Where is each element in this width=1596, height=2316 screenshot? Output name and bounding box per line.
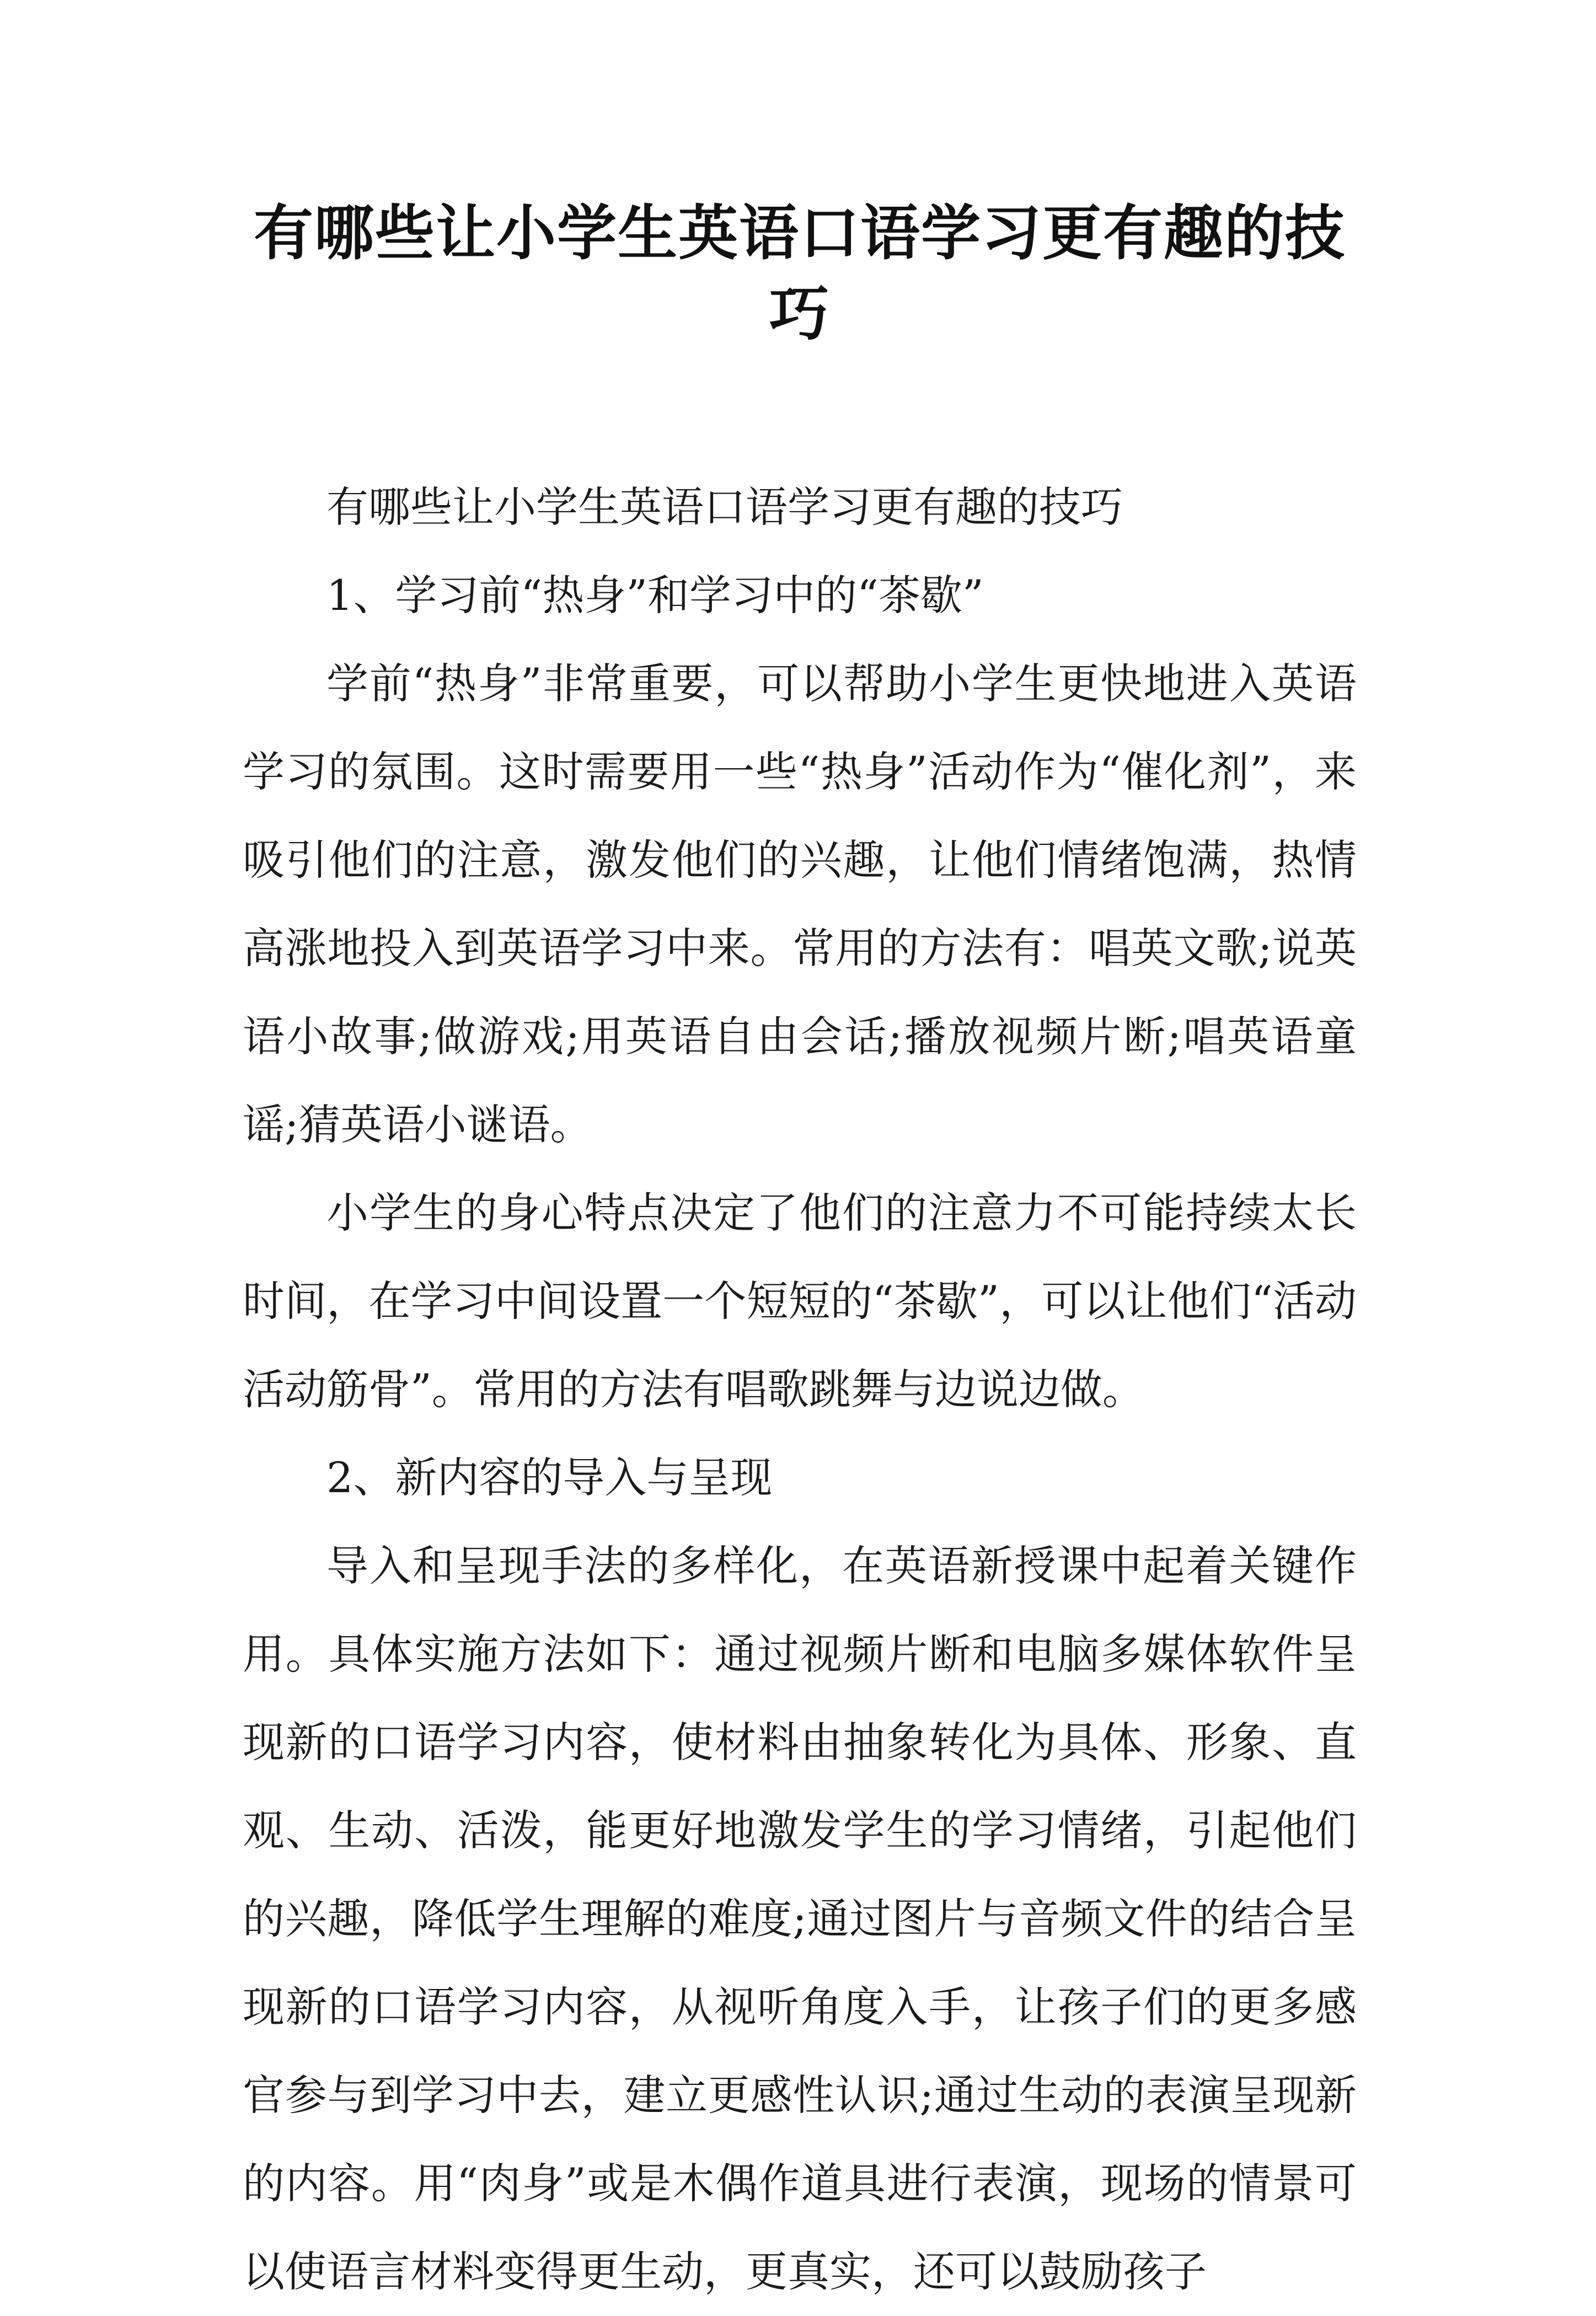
body-paragraph: 小学生的身心特点决定了他们的注意力不可能持续太长时间，在学习中间设置一个短短的“茶歇”，可以让他们“活动活动筋骨”。常用的方法有唱歌跳舞与边说边做。 — [243, 1188, 1357, 1414]
body-paragraph: 导入和呈现手法的多样化，在英语新授课中起着关键作用。具体实施方法如下：通过视频片断和电脑多媒体软件呈现新的口语学习内容，使材料由抽象转化为具体、形象、直观、生动、活泼，能更好地激发学生的学习情绪，引起他们的兴趣，降低学生理解的难度;通过图片与音频文件的结合呈现新的口语学习内容，从视听角度入手，让孩子们的更多感官参与到学习中去，建立更感性认识;通过生动的表演呈现新的内容。用“肉身”或是木偶作道具进行表演，现场的情景可以使语言材料变得更生动，更真实，还可以鼓励孩子 — [243, 1541, 1357, 2296]
section-heading-2: 2、新内容的导入与呈现 — [326, 1453, 773, 1502]
document-body — [243, 463, 1357, 2316]
intro-paragraph: 有哪些让小学生英语口语学习更有趣的技巧 — [326, 482, 1123, 532]
body-paragraph: 学前“热身”非常重要，可以帮助小学生更快地进入英语学习的氛围。这时需要用一些“热身”活动作为“催化剂”，来吸引他们的注意，激发他们的兴趣，让他们情绪饱满，热情高涨地投入到英语学习中来。常用的方法有：唱英文歌;说英语小故事;做游戏;用英语自由会话;播放视频片断;唱英语童谣;猜英语小谜语。 — [243, 659, 1357, 1149]
page-title: 有哪些让小学生英语口语学习更有趣的技巧 — [253, 199, 1346, 349]
section-heading-1: 1、学习前“热身”和学习中的“茶歇” — [326, 571, 984, 620]
